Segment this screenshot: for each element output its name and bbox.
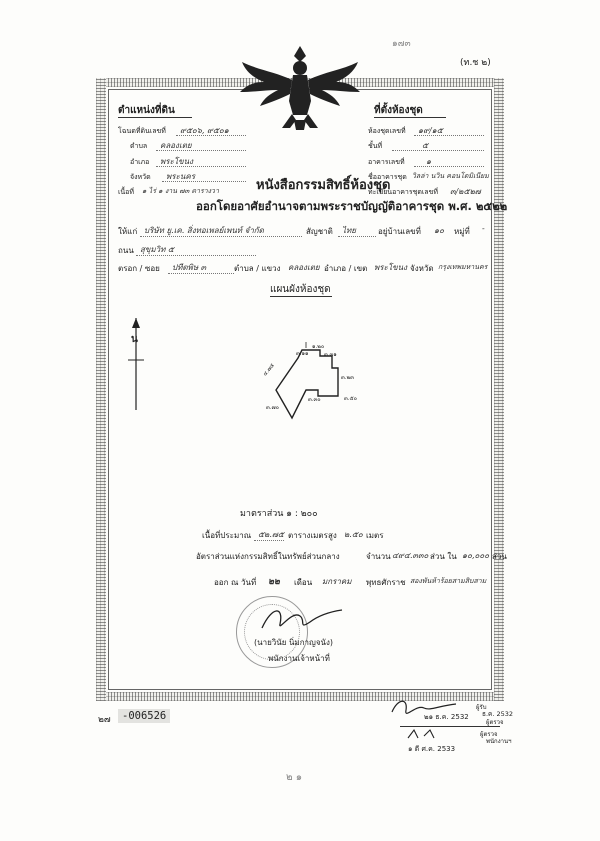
issued-month-label: เดือน	[294, 578, 313, 587]
field-label: ชื่ออาคารชุด	[368, 173, 407, 181]
issued-prefix: ออก ณ วันที่	[214, 578, 257, 587]
province-label: จังหวัด	[410, 264, 434, 273]
document-serial: -006526	[118, 709, 170, 723]
dimension-label: ๓.๑๑	[296, 351, 309, 357]
address-label: อยู่บ้านเลขที่	[378, 227, 421, 236]
field-label: ทะเบียนอาคารชุดเลขที่	[368, 188, 438, 196]
dimension-label: ๑.๒๐	[312, 344, 325, 350]
field-dotted-line	[392, 150, 484, 151]
area-label: เนื้อที่ประมาณ	[202, 531, 252, 540]
garuda-emblem-icon	[236, 42, 364, 138]
building-name-value: วิลล่า นวิน คอนโดมิเนียม	[412, 172, 489, 180]
field-dotted-line	[162, 181, 246, 182]
field-dotted-line	[156, 150, 246, 151]
field-dotted-line	[156, 166, 246, 167]
amphoe-value: พระโขนง	[160, 157, 194, 166]
land-area-value: ๑ ไร่ ๑ งาน ๗๓ ตารางวา	[142, 187, 219, 195]
dimension-label: ๓.๒๓	[341, 375, 354, 381]
field-dotted-line	[136, 255, 256, 256]
north-label: น	[131, 334, 138, 345]
land-location-heading: ตำแหน่งที่ดิน	[118, 105, 175, 116]
dimension-label: ๓.๓๐	[308, 397, 321, 403]
field-dotted-line	[414, 166, 484, 167]
height-label: สูง	[328, 531, 337, 540]
field-label: อำเภอ	[130, 158, 150, 166]
endorse-date-3: ๑ ตี ศ.ค. 2533	[408, 745, 456, 753]
field-dotted-line	[176, 135, 246, 136]
document-title: หนังสือกรรมสิทธิ์ห้องชุด	[256, 178, 391, 193]
ratio-qty-label: จำนวน	[366, 552, 391, 561]
bottom-mark: ๒ ๑	[286, 772, 303, 783]
road-label: ถนน	[118, 246, 134, 255]
north-arrow-icon	[124, 316, 148, 412]
form-code: (ท.ช ๒)	[460, 58, 491, 68]
dimension-label: ๓.๓๑	[324, 352, 337, 358]
tambon-value: คลองเตย	[288, 263, 320, 272]
dimension-label: ๔.๗๕	[262, 362, 276, 378]
building-number-value: ๑	[426, 157, 432, 166]
ratio-total-unit: ส่วน	[492, 552, 507, 561]
registration-value: ๓/๒๕๒๗	[450, 187, 481, 196]
serial-prefix: ๒๗	[98, 715, 111, 725]
province-value: พระนคร	[166, 172, 195, 181]
amphoe-label: อำเภอ / เขต	[324, 264, 368, 273]
soi-label: ตรอก / ซอย	[118, 264, 160, 273]
field-dotted-line	[168, 273, 234, 274]
field-label: ชั้นที่	[368, 142, 383, 150]
endorsement-initials-icon	[404, 726, 444, 742]
field-dotted-line	[140, 236, 302, 237]
floor-value: ๕	[422, 141, 429, 150]
area-unit: ตารางเมตร	[288, 531, 328, 540]
border-right-pattern	[494, 78, 504, 701]
document-subtitle: ออกโดยอาศัยอำนาจตามพระราชบัญญัติอาคารชุด พ.ศ. ๒๕๒๒	[196, 199, 508, 213]
height-unit: เมตร	[366, 531, 384, 540]
issued-month: มกราคม	[322, 577, 352, 586]
moo-value: -	[482, 224, 485, 233]
ratio-total-value: ๑๐,๐๐๐	[462, 551, 490, 560]
province-value: กรุงเทพมหานคร	[438, 263, 488, 271]
ratio-qty-value: ๔๙๔.๓๓๐	[392, 551, 429, 560]
unit-location-heading: ที่ตั้งห้องชุด	[374, 105, 423, 116]
road-value: สุขุมวิท ๕	[140, 245, 174, 254]
issued-day: ๒๒	[268, 577, 280, 587]
signer-name: (นายวินัย นิ่มกาญจนัง)	[254, 638, 334, 647]
unit-number-value: ๑๙/๑๕	[418, 126, 443, 135]
amphoe-value: พระโขนง	[374, 263, 408, 272]
tambon-value: คลองเตย	[160, 141, 192, 150]
field-label: โฉนดที่ดินเลขที่	[118, 127, 166, 135]
field-label: อาคารเลขที่	[368, 158, 405, 166]
endorse-role-3: ผู้ตรวจ	[480, 731, 498, 738]
signer-title: พนักงานเจ้าหน้าที่	[268, 654, 330, 663]
heading-underline	[270, 296, 332, 297]
field-dotted-line	[338, 236, 376, 237]
moo-label: หมู่ที่	[454, 227, 470, 236]
heading-underline	[374, 117, 446, 118]
soi-value: ปทีตพิษ ๓	[172, 263, 207, 272]
ratio-label: อัตราส่วนแห่งกรรมสิทธิ์ในทรัพย์ส่วนกลาง	[196, 552, 340, 561]
field-label: เนื้อที่	[118, 188, 134, 196]
endorse-date-2: ธ.ค. 2532	[482, 710, 514, 718]
owner-label: ให้แก่	[118, 227, 138, 236]
scale-text: มาตราส่วน ๑ : ๒๐๐	[240, 509, 318, 519]
endorse-role-2: ผู้ตรวจ	[486, 719, 504, 726]
heading-underline	[118, 117, 192, 118]
official-signature-icon	[258, 602, 348, 636]
endorse-date-1: ๒๑ ธ.ค. 2532	[424, 713, 469, 721]
issued-year-text: สองพันห้าร้อยสามสิบสาม	[410, 577, 487, 585]
tambon-label: ตำบล / แขวง	[234, 264, 281, 273]
issued-year-label: พุทธศักราช	[366, 578, 406, 587]
top-faint-mark: ๑๗๓	[392, 39, 411, 49]
floor-plan-heading: แผนผังห้องชุด	[270, 284, 331, 295]
border-left-pattern	[96, 78, 106, 701]
endorse-role-4: พนักงานฯ	[486, 738, 512, 745]
nationality-value: ไทย	[342, 226, 356, 235]
field-dotted-line	[254, 540, 284, 541]
nationality-label: สัญชาติ	[306, 227, 333, 236]
area-value: ๕๒.๗๕	[258, 530, 284, 539]
owner-value: บริษัท ยู.เค. สิ่งทอเพลย์เพนท์ จำกัด	[144, 226, 264, 235]
ratio-part-label: ส่วน ใน	[430, 552, 457, 561]
address-value: ๑๐	[434, 226, 444, 235]
field-label: จังหวัด	[130, 173, 151, 181]
deed-number-value: ๙๕๐๖, ๙๕๐๑	[180, 126, 229, 135]
dimension-label: ๓.๗๐	[266, 405, 280, 411]
field-label: ห้องชุดเลขที่	[368, 127, 406, 135]
field-label: ตำบล	[130, 142, 148, 150]
field-dotted-line	[414, 135, 484, 136]
dimension-label: ๓.๕๐	[344, 396, 358, 402]
height-value: ๒.๕๐	[344, 530, 363, 539]
endorse-role-1: ผู้รับ	[476, 704, 487, 711]
